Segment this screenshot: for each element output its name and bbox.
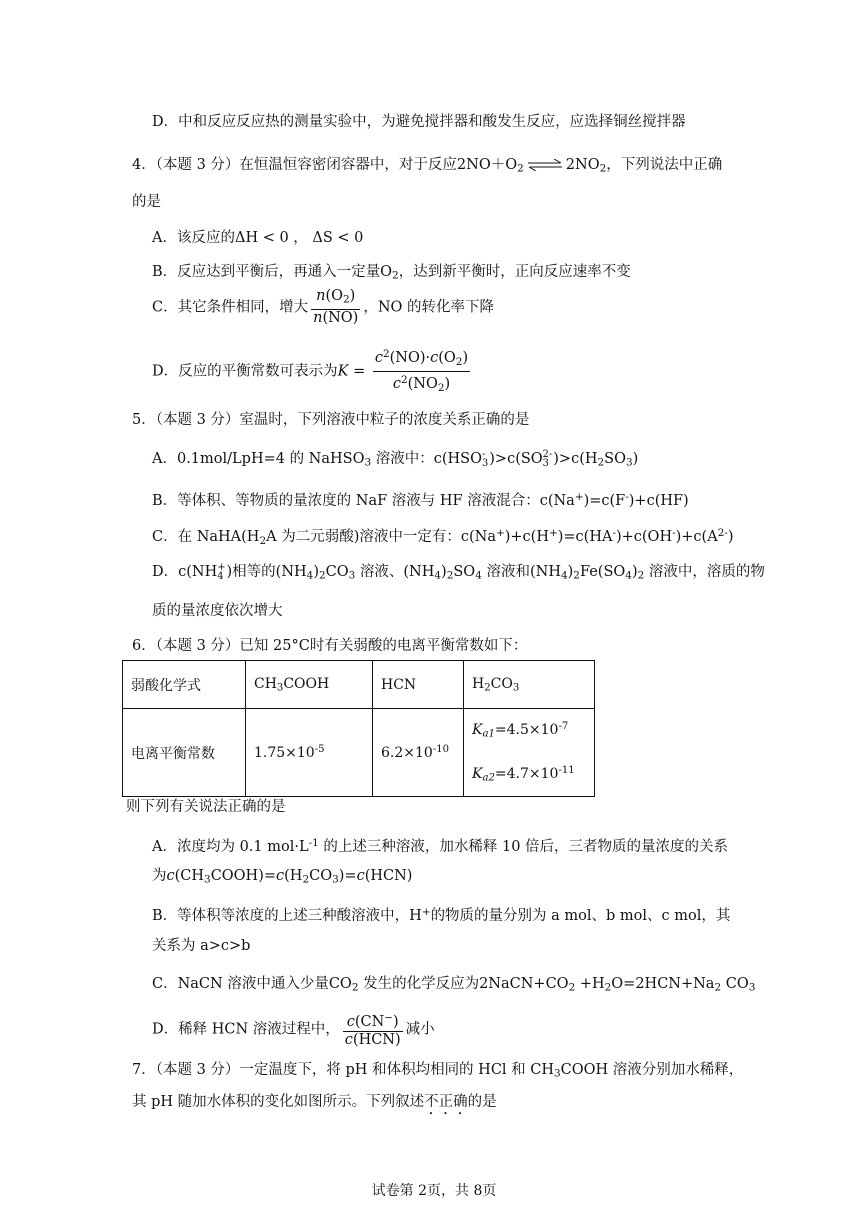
q3-option-d: D．中和反应反应热的测量实验中，为避免搅拌器和酸发生反应，应选择铜丝搅拌器: [152, 114, 686, 130]
q4-reaction-left: 2NO＋O: [456, 157, 518, 173]
table-cell-formula-label: 弱酸化学式: [123, 661, 246, 709]
q5-option-d-mid: )相等的(NH: [226, 564, 307, 580]
q6-option-b-pre: B．等体积等浓度的上述三种酸溶液中，H: [152, 908, 422, 925]
q4-option-c: [152, 288, 494, 327]
q5-option-a-pre: A．0.1mol/LpH=4 的 NaHSO: [152, 451, 365, 467]
table-row: [123, 661, 595, 709]
q4-option-b: B．反应达到平衡后，再通入一定量$O_2$，达到新平衡时，正向反应速率不变: [152, 264, 631, 282]
q6-option-c-pre: C．NaCN 溶液中通入少量: [152, 976, 329, 992]
q5-option-a: A．0.1mol/LpH=4 的 NaHSO$_3$ 溶液中：c(HSO - 3 )>c(SO 2- 3 )$>c(H_2SO_3)$: [152, 448, 639, 469]
reversible-arrow-icon: [526, 159, 564, 171]
q4-option-a-math: ΔH < 0 ， ΔS < 0: [234, 230, 364, 246]
q6-option-c: C．NaCN 溶液中通入少量$CO_2$ 发生的化学反应为$2NaCN+CO_2 +H_2O=2HCN+Na_2$ $CO_3$: [152, 976, 756, 994]
q7-stem-line2: 其 pH 随加水体积的变化如图所示。下列叙述不正确的是: [132, 1094, 497, 1110]
ionization-constant-table: [122, 660, 595, 797]
table-cell-constant-label: 电离平衡常数: [123, 709, 246, 797]
q6-option-b-line2: 关系为 a>c>b: [152, 938, 251, 954]
q5-option-d-line2: 质的量浓度依次增大: [152, 603, 283, 619]
table-cell-hcn: HCN: [373, 661, 464, 709]
q4-option-c-fraction: $\frac{n(O_2)}{n(NO)}$: [313, 288, 359, 326]
table-cell-h2co3: $H_2CO_3$: [464, 661, 595, 709]
table-cell-ch3cooh: $CH_3COOH$: [246, 661, 373, 709]
q5-option-c-mid: A 为二元弱酸)溶液中一定有：: [266, 529, 461, 546]
q6-stem: 6．（本题 3 分）已知 25°C时有关弱酸的电离平衡常数如下：: [132, 638, 528, 654]
page-footer: 试卷第 2页，共 8页: [371, 1183, 497, 1199]
q4-option-a: [152, 228, 363, 248]
q7-stem-post: COOH 溶液分别加水稀释，: [560, 1062, 744, 1078]
q4-option-d: D．反应的平衡常数可表示为K = $\frac{c^2(NO)\cdot c(O_2)}{c^2(NO_2)}$: [152, 346, 473, 397]
q4-stem-pre: 4．（本题 3 分）在恒温恒容密闭容器中，对于反应: [132, 157, 457, 173]
q6-option-d-fraction: $\frac{c(CN^-)}{\text{c(HCN)}}$: [344, 1012, 401, 1049]
q4-option-c-pre: C．其它条件相同，增大: [152, 299, 309, 316]
q4-stem-line1: 4．（本题 3 分）在恒温恒容密闭容器中，对于反应$2NO+O_2$ $2NO_2$，下列说法中正确: [132, 157, 723, 175]
q5-stem: 5．（本题 3 分）室温时，下列溶液中粒子的浓度关系正确的是: [132, 412, 530, 428]
q6-option-d-pre: D．稀释 HCN 溶液过程中，: [152, 1021, 340, 1038]
q4-option-b-pre: B．反应达到平衡后，再通入一定量: [152, 264, 381, 280]
q6-option-a-post: 的上述三种溶液，加水稀释 10 倍后，三者物质的量浓度的关系: [323, 839, 729, 856]
q6-option-a-pre: A．浓度均为 0.1 mol·L: [152, 839, 309, 856]
q5-option-a-mid: 溶液中：: [375, 451, 434, 467]
q6-option-b-post: 的物质的量分别为 a mol、b mol、c mol，其: [430, 908, 731, 925]
q6-option-a-line2: 为$c(CH_3COOH)=c(H_2CO_3)=c(HCN)$: [152, 868, 413, 886]
table-cell-hcn-ka: $6.2\times 10^{-10}$: [373, 709, 464, 797]
q5-option-d: D．c(NH + 4 )相等的$(NH_4)_2CO_3$ 溶液、$(NH_4)_2SO_4$ 溶液和$(NH_4)_2Fe(SO_4)_2$ 溶液中，溶质的物: [152, 561, 765, 582]
q6-option-b-line1: B．等体积等浓度的上述三种酸溶液中，H+的物质的量分别为 a mol、b mol、c mol，其: [152, 906, 731, 925]
q5-option-b-text: B．等体积、等物质的量浓度的 NaF 溶液与 HF 溶液混合：: [152, 493, 540, 510]
table-row: [123, 709, 595, 797]
q5-option-c: C．在 $NaHA(H_2A$ 为二元弱酸)溶液中一定有：$c(Na^+)+c(H^+)=c(HA^-)+c(OH^-)+c(A^{2-})$: [152, 527, 734, 547]
q6-then: 则下列有关说法正确的是: [126, 799, 286, 815]
q6-option-c-post: 发生的化学反应为: [363, 976, 480, 992]
q4-option-c-post: ，NO 的转化率下降: [363, 299, 495, 316]
q7-stem-line1: 7．（本题 3 分）一定温度下，将 pH 和体积均相同的 HCl 和 $CH_3COOH$ 溶液分别加水稀释，: [132, 1062, 744, 1080]
q4-stem-line2: 的是: [132, 194, 161, 210]
q7-stem-pre: 7．（本题 3 分）一定温度下，将 pH 和体积均相同的 HCl 和 CH: [132, 1062, 555, 1078]
q6-option-d-post: 减小: [405, 1021, 435, 1038]
q4-option-d-pre: D．反应的平衡常数可表示为: [152, 363, 338, 380]
q5-option-d-pre: D．c(: [152, 564, 192, 580]
table-cell-ch3cooh-ka: $1.75\times 10^{-5}$: [246, 709, 373, 797]
table-cell-h2co3-ka: $K_{a1}=4.5\times 10^{-7}$ $K_{a2}=4.7\times 10^{-11}$: [464, 709, 595, 797]
q7-emphasis: 不正确: [424, 1094, 468, 1110]
q6-option-a-line1: A．浓度均为 0.1 $mol\cdot L^{-1}$ 的上述三种溶液，加水稀释 10 倍后，三者物质的量浓度的关系: [152, 837, 729, 856]
q4-option-b-post: ，达到新平衡时，正向反应速率不变: [398, 264, 631, 280]
q4-stem-post: ，下列说法中正确: [606, 157, 723, 173]
q4-option-d-fraction: $\frac{c^2(NO)\cdot c(O_2)}{c^2(NO_2)}$: [374, 348, 469, 394]
q5-option-c-pre: C．在 NaHA(H: [152, 529, 260, 546]
q5-option-b: B．等体积、等物质的量浓度的 NaF 溶液与 HF 溶液混合：c(Na+)=c(F-)+c(HF): [152, 491, 689, 510]
q6-option-d: [152, 1010, 435, 1049]
q4-option-a-text: A．该反应的: [152, 230, 235, 246]
